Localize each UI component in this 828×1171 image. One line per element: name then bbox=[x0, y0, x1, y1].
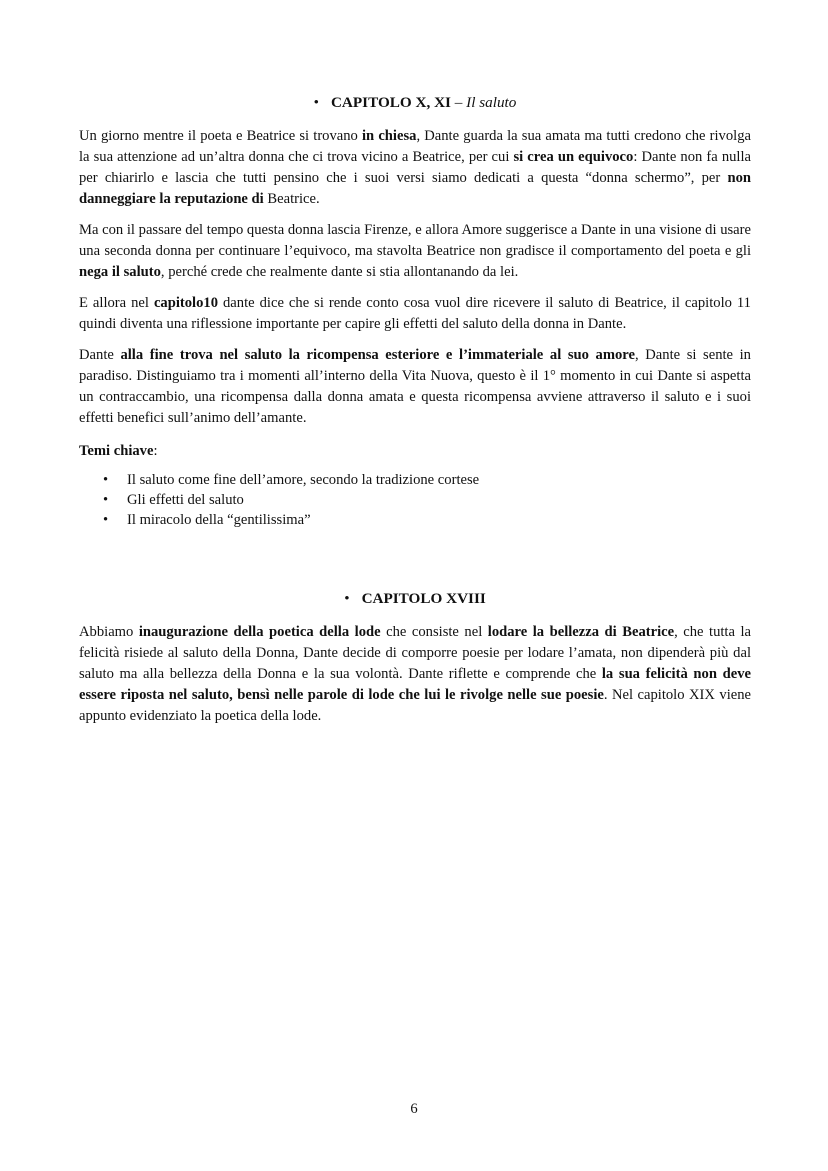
text: Abbiamo bbox=[79, 624, 139, 640]
key-themes-colon: : bbox=[153, 443, 158, 459]
text: Beatrice. bbox=[263, 191, 320, 207]
text: Ma con il passare del tempo questa donna lascia Firenze, e allora Amore suggerisce a Dante in una visione di usare una seconda donna per continuare l’equivoco, ma stavolta Beatrice non gradisce il comportamento del poeta e gli bbox=[79, 222, 751, 259]
text: E allora nel bbox=[79, 295, 154, 311]
text: che consiste nel bbox=[380, 624, 488, 640]
text: , Dante si sente in paradiso. Distinguiamo tra i momenti all’interno della Vita Nuova, questo è il 1° momento in cui Dante si aspetta un contraccambio, una ricompensa dalla donna amata e questa ricompensa avviene attraverso il saluto e i suoi effetti benefici sull’animo dell’amante. bbox=[79, 347, 751, 426]
list-item: • Il saluto come fine dell’amore, secondo la tradizione cortese bbox=[103, 470, 751, 490]
bold-text: in chiesa bbox=[362, 128, 417, 144]
bold-text: capitolo10 bbox=[153, 295, 219, 311]
document-page bbox=[79, 92, 751, 737]
text: Un giorno mentre il poeta e Beatrice si trovano bbox=[79, 128, 362, 144]
heading-dash: – bbox=[450, 94, 467, 111]
heading-subtitle: Il saluto bbox=[466, 94, 517, 111]
text: , perché crede che realmente dante si stia allontanando da lei. bbox=[160, 264, 519, 280]
list-item: • Il miracolo della “gentilissima” bbox=[103, 510, 751, 530]
text: , che tutta la felicità risiede al saluto della Donna, Dante decide di comporre poesie per lodare l’amata, non dipenderà più dal saluto ma alla bellezza della Donna e la sua volontà. Dante riflette e comprende che bbox=[79, 624, 752, 682]
text: Dante bbox=[79, 347, 121, 363]
text: , Dante guarda la sua amata ma tutti credono che rivolga la sua attenzione ad un’altra donna che ci trova vicino a Beatrice, per cui bbox=[79, 128, 751, 165]
text: : Dante non fa nulla per chiarirlo e lascia che tutti pensino che i suoi versi siamo dedicati a questa “donna schermo”, per bbox=[79, 149, 751, 186]
page-number: 6 bbox=[410, 1101, 418, 1117]
key-themes-list bbox=[79, 470, 751, 530]
paragraph-1 bbox=[79, 126, 751, 210]
bold-text: alla fine trova nel saluto la ricompensa esteriore e l’immateriale al suo amore bbox=[120, 347, 635, 363]
text: dante dice che si rende conto cosa vuol dire ricevere il saluto di Beatrice, il capitolo 11 quindi diventa una riflessione importante per capire gli effetti del saluto della donna in Dante. bbox=[79, 295, 751, 332]
heading-title: CAPITOLO XVIII bbox=[361, 590, 486, 607]
heading-title: CAPITOLO X, XI bbox=[330, 94, 451, 111]
bold-text: inaugurazione della poetica della lode bbox=[138, 624, 381, 640]
key-themes-label-text: Temi chiave bbox=[79, 443, 154, 459]
bold-text: nega il saluto bbox=[79, 264, 161, 280]
bold-text: non danneggiare la reputazione di bbox=[79, 170, 751, 207]
text: . Nel capitolo XIX viene appunto evidenziato la poetica della lode. bbox=[79, 687, 751, 724]
paragraph-4 bbox=[79, 345, 751, 429]
key-themes-label bbox=[79, 441, 751, 462]
section-heading-capitolo-x-xi bbox=[79, 92, 751, 114]
heading-bullet: • bbox=[313, 94, 319, 111]
paragraph-3 bbox=[79, 293, 751, 335]
heading-bullet: • bbox=[344, 590, 350, 607]
bold-text: si crea un equivoco bbox=[513, 149, 634, 165]
paragraph-2 bbox=[79, 220, 751, 283]
bold-text: lodare la bellezza di Beatrice bbox=[487, 624, 675, 640]
bold-text: la sua felicità non deve essere riposta nel saluto, bensì nelle parole di lode che lui le rivolge nelle sue poesie bbox=[79, 666, 751, 703]
list-item: • Gli effetti del saluto bbox=[103, 490, 751, 510]
section-spacer bbox=[79, 530, 751, 588]
paragraph-5 bbox=[79, 622, 751, 727]
section-heading-capitolo-xviii bbox=[79, 588, 751, 610]
